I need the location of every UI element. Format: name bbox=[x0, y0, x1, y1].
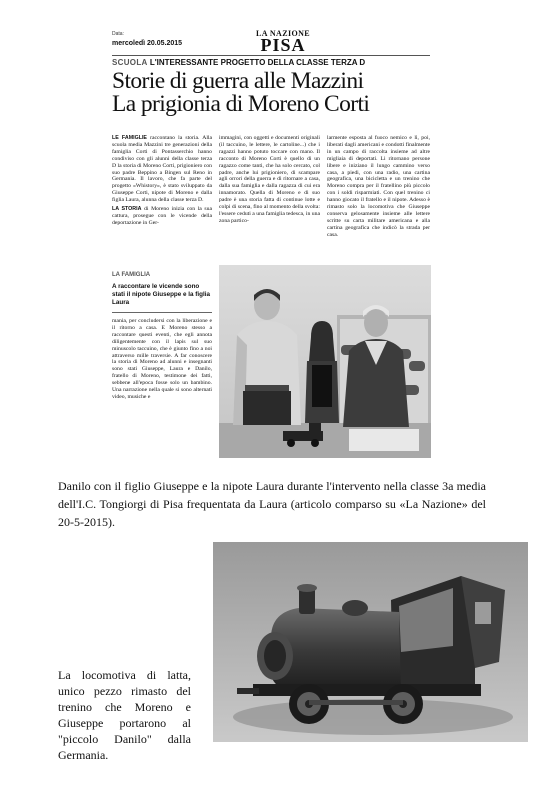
box-title: A raccontare le vicende sono stati il nipote Giuseppe e la figlia Laura bbox=[112, 283, 210, 306]
box-label: LA FAMIGLIA bbox=[112, 272, 151, 278]
header-divider bbox=[112, 55, 430, 56]
date-label: Data: bbox=[112, 31, 124, 37]
column-1b-text: mania, per concludersi con la liberazione e il ritorno a casa. E Moreno stesso a raccontare questi eventi, che egli annota diligentemente con il lapis sul suo minuscolo taccuino, che è giunto fino a noi attraverso mille traversie. A far conoscere la storia di Moreno ad alunni e insegnanti sono stati Giuseppe, Laura e Danilo, fratello di Moreno, testimone dei fatti, sebbene all'epoca fosse solo un bambino. Una narrazione nella quale si sono alternati video, musiche e bbox=[112, 318, 212, 400]
photo-caption-family: Danilo con il figlio Giuseppe e la nipote Laura durante l'intervento nella classe 3a media dell'I.C. Tongiorgi di Pisa frequentata da Laura (articolo comparso su «La Nazione» del 20-5-2015). bbox=[58, 479, 486, 529]
article-column-3 bbox=[327, 135, 430, 239]
article-column-1-continued bbox=[112, 318, 212, 401]
masthead bbox=[243, 29, 323, 53]
headline-line-2: La prigionia di Moreno Corti bbox=[112, 91, 370, 117]
locomotive-photo bbox=[213, 542, 528, 742]
masthead-newspaper: LA NAZIONE bbox=[255, 29, 310, 38]
headline-line-1: Storie di guerra alle Mazzini bbox=[112, 68, 364, 94]
headline bbox=[112, 70, 369, 116]
column-2-text: immagini, con oggetti e documenti originali (il taccuino, le lettere, le cartoline...) che i ragazzi hanno potuto toccare con mano. Il racconto di Moreno Corti è quello di un ragazzo come tanti, che ha solo cercato, col padre, anche lui prigioniero, di scampare agli orrori della guerra e di ritornare a casa, dalla sua famiglia e dalla ragazza di cui era innamorato. Quella di Moreno e di suo padre è una storia fatta di continue lotte e colpi di scena, fino al momento della svolta: l'essere ceduti a una famiglia tedesca, in una zona partico- bbox=[219, 135, 320, 224]
lead-story: LA STORIA bbox=[112, 206, 142, 213]
column-1-text: raccontano la storia. Alla scuola media Mazzini tre generazioni della famiglia Corti di Pontasserchio hanno condiviso con gli alunni della classe terza D la storia di Moreno Corti, prigioniero con suo padre Beppino a Bingen sul Reno in Germania. Il lavoro, che fa parte del progetto «Whistory», è stato sviluppato da Giuseppe Corti, nipote di Moreno e dalla figlia Laura, alunna della classe terza D. bbox=[112, 135, 213, 204]
column-3-text: larmente esposta al fuoco nemico e lì, poi, liberati dagli americani e condotti finalmente in un campo di raccolta insieme ad altre migliaia di deportati. Li ritornano persone libere e iniziano il lungo cammino verso casa, a piedi, con una radio, una cartina geografica, una bicicletta e un trenino che Moreno compra per il fratellino più piccolo con i soldi risparmiati. Con quel trenino ci hanno giocato il fratello e il nipote. Adesso è rimasto solo la locomotiva che Giuseppe conserva gelosamente insieme alle lettere scritte su carta militare americana e alla cartina geografica che indicò la strada per casa. bbox=[327, 135, 430, 238]
lead-families: LE FAMIGLIE bbox=[112, 135, 147, 141]
photo-caption-locomotive: La locomotiva di latta, unico pezzo rimasto del trenino che Moreno e Giuseppe portarono al "piccolo Danilo" dalla Germania. bbox=[58, 668, 191, 762]
article-kicker bbox=[112, 58, 365, 67]
family-photo bbox=[219, 265, 431, 458]
publication-date: mercoledì 20.05.2015 bbox=[112, 40, 183, 47]
masthead-city: PISA bbox=[260, 35, 306, 55]
section-label: SCUOLA bbox=[112, 58, 148, 67]
article-column-2 bbox=[219, 135, 320, 225]
article-column-1 bbox=[112, 135, 212, 227]
kicker-text: L'INTERESSANTE PROGETTO DELLA CLASSE TERZA D bbox=[149, 58, 366, 67]
column-1-text-2: di Moreno inizia con la sua cattura, prosegue con le vicende della deportazione in Ger- bbox=[112, 206, 212, 226]
box-divider bbox=[112, 312, 212, 313]
